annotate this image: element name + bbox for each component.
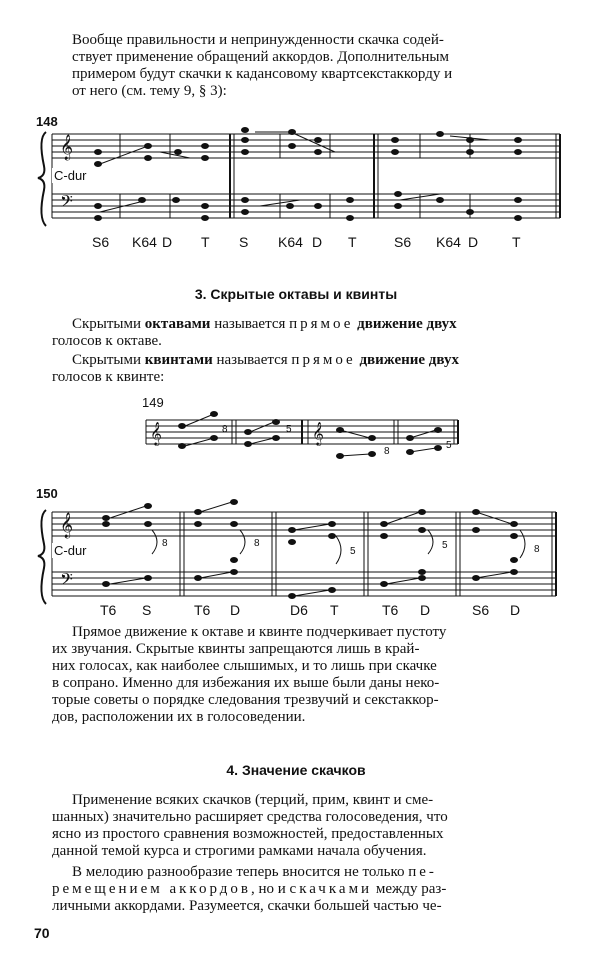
text-run: движение двух — [355, 352, 459, 368]
definition-octaves — [52, 316, 556, 350]
function-label: T — [348, 234, 357, 250]
text-line: Применение всяких скачков (терций, прим, квинт и сме- — [72, 792, 434, 808]
interval-label: 5 — [442, 540, 448, 551]
interval-label: 5 — [446, 440, 452, 451]
function-label: T — [201, 234, 210, 250]
function-label: D — [162, 234, 173, 250]
function-label: T — [330, 602, 339, 618]
function-label: D — [312, 234, 323, 250]
example-number: 150 — [36, 486, 58, 501]
function-label: D — [230, 602, 241, 618]
text-line: них голосах, как наиболее слышимых, и то лишь при скачке — [52, 658, 437, 674]
function-label: S6 — [394, 234, 412, 250]
text-line: торые советы о порядке следования трезвучий и секстаккор- — [52, 692, 439, 708]
svg-text:𝄢: 𝄢 — [60, 569, 73, 593]
text-line: голосов к квинте: — [52, 369, 165, 385]
text-run: Скрытыми — [72, 316, 145, 332]
text-line: ствует применение обращений аккордов. Дополнительным — [72, 49, 449, 65]
term: квинтами — [144, 352, 213, 368]
text-run: между раз- — [372, 881, 447, 897]
intro-paragraph — [72, 32, 554, 100]
text-line: ясно из простого сравнения возможностей, предоставленных — [52, 826, 444, 842]
text-line: голосов к октаве. — [52, 333, 162, 349]
emphasis: прямое — [291, 352, 356, 368]
text-line: примером будут скачки к кадансовому квартсекстаккорду и — [72, 66, 453, 82]
key-label: C-dur — [54, 543, 87, 558]
text-line: их звучания. Скрытые квинты запрещаются лишь в край- — [52, 641, 420, 657]
function-label: T6 — [194, 602, 211, 618]
definition-fifths — [52, 352, 556, 386]
direct-motion-paragraph — [52, 624, 556, 726]
function-label: S6 — [92, 234, 110, 250]
text-line — [52, 352, 556, 369]
text-run: В мелодию разнообразие теперь вносится не только — [72, 864, 409, 880]
function-label: K64 — [278, 234, 303, 250]
interval-label: 5 — [286, 424, 292, 435]
term: октавами — [144, 316, 211, 332]
function-label: S — [239, 234, 249, 250]
text-run: Скрытыми — [72, 352, 145, 368]
function-label: T — [512, 234, 521, 250]
emphasis: ремещением аккордов — [52, 881, 251, 897]
music-example-150 — [0, 496, 592, 616]
function-label: D — [510, 602, 521, 618]
function-label: D — [468, 234, 479, 250]
text-line: шанных) значительно расширяет средства голосоведения, что — [52, 809, 448, 825]
function-label: T6 — [100, 602, 117, 618]
key-label: C-dur — [54, 168, 87, 183]
section-heading: 3. Скрытые октавы и квинты — [194, 286, 398, 302]
text-line: в сопрано. Именно для избежания их выше были даны неко- — [52, 675, 440, 691]
example-number: 148 — [36, 114, 58, 129]
interval-label: 8 — [162, 538, 168, 549]
text-run: называется — [210, 316, 290, 332]
text-run: движение двух — [353, 316, 457, 332]
text-run: называется — [212, 352, 292, 368]
function-label: S — [142, 602, 152, 618]
text-line — [52, 316, 556, 333]
music-example-148 — [0, 118, 592, 238]
text-line: личными аккордами. Разумеется, скачки большей частью че- — [52, 898, 442, 914]
function-label: K64 — [132, 234, 157, 250]
text-line: Вообще правильности и непринужденности скачка содей- — [72, 32, 444, 48]
melody-paragraph — [52, 864, 556, 915]
svg-text:𝄢: 𝄢 — [60, 191, 73, 215]
interval-label: 8 — [222, 424, 228, 435]
svg-text:𝄞: 𝄞 — [60, 135, 74, 160]
svg-text:𝄞: 𝄞 — [150, 421, 162, 445]
function-label: T6 — [382, 602, 399, 618]
function-label: S6 — [472, 602, 490, 618]
section-heading: 4. Значение скачков — [226, 762, 366, 778]
text-line — [52, 881, 556, 898]
music-example-149 — [0, 408, 592, 468]
interval-label: 8 — [534, 544, 540, 555]
text-line: от него (см. тему 9, § 3): — [72, 83, 227, 99]
function-label: K64 — [436, 234, 461, 250]
emphasis: пе- — [408, 864, 437, 880]
text-line: данной темой курса и строгими рамками начала обучения. — [52, 843, 427, 859]
emphasis: скачками — [289, 881, 373, 897]
leaps-paragraph — [52, 792, 556, 860]
interval-label: 5 — [350, 546, 356, 557]
text-line: дов, расположении их в голосоведении. — [52, 709, 306, 725]
svg-text:𝄞: 𝄞 — [312, 421, 324, 445]
text-line: Прямое движение к октаве и квинте подчеркивает пустоту — [72, 624, 447, 640]
page-number: 70 — [34, 925, 50, 941]
function-label: D6 — [290, 602, 308, 618]
text-run: , но и — [250, 881, 290, 897]
emphasis: прямое — [289, 316, 354, 332]
example-number: 149 — [142, 395, 164, 410]
text-line — [52, 864, 556, 881]
interval-label: 8 — [254, 538, 260, 549]
interval-label: 8 — [384, 446, 390, 457]
svg-text:𝄞: 𝄞 — [60, 513, 74, 538]
function-label: D — [420, 602, 431, 618]
